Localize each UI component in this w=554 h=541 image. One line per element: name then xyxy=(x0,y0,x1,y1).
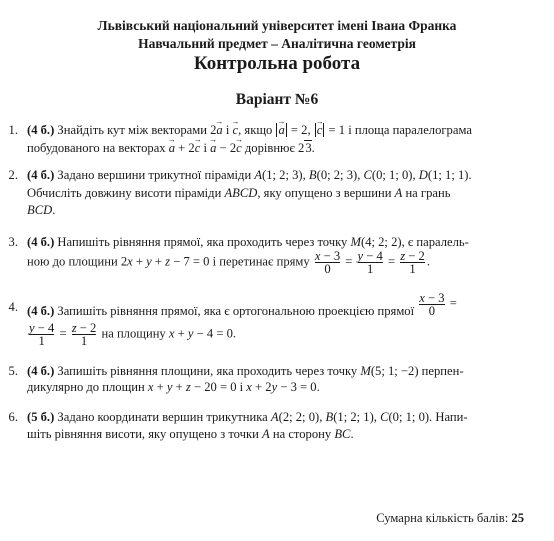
problem-text: Обчисліть довжину висоти піраміди ABCD, яку опущено з вершини A на грань xyxy=(27,186,451,200)
university-name: Львівський національний університет імені Івана Франка xyxy=(97,18,457,33)
problem-number: 6. xyxy=(8,410,18,424)
problem-points: (5 б.) xyxy=(27,410,55,424)
problem-points: (4 б.) xyxy=(27,123,55,137)
problem-text: (4 б.) Знайдіть кут між векторами 2→ a і → c, якщо → a = 2, → c = 1 і площа паралелограма xyxy=(27,123,472,138)
problem-number: 4. xyxy=(8,300,18,314)
problem-text: шіть рівняння висоти, яку опущено з точки A на сторону BC. xyxy=(27,427,354,441)
problem-points: (4 б.) xyxy=(27,364,55,378)
problem-text: (5 б.) Задано координати вершин трикутника A(2; 2; 0), B(1; 2; 1), C(0; 1; 0). Напи- xyxy=(27,410,468,424)
document-title: Контрольна робота xyxy=(193,53,361,74)
problem-points: (4 б.) xyxy=(27,304,55,319)
problem-text: BCD. xyxy=(27,203,56,217)
total-label: Сумарна кількість балів: xyxy=(376,511,509,525)
problem-text: (4 б.) Запишіть рівняння прямої, яка є ортогональною проекцією прямої $\frac{x - 3}{0}$ = xyxy=(27,291,457,319)
problem-text: (4 б.) Запишіть рівняння площини, яка проходить через точку M(5; 1; −2) перпен- xyxy=(27,364,464,378)
problem-number: 1. xyxy=(8,123,18,137)
total-value: 25 xyxy=(511,511,524,525)
problem-text: дикулярно до площин x + y + z − 20 = 0 і x + 2y − 3 = 0. xyxy=(27,380,320,394)
variant-label: Варіант №6 xyxy=(235,91,319,108)
problem-number: 5. xyxy=(8,364,18,378)
problem-text: $\frac{y - 4}{1}$ = $\frac{z - 2}{1}$ на площину x + y − 4 = 0. xyxy=(29,321,237,348)
problem-text: (4 б.) Напишіть рівняння прямої, яка проходить через точку M(4; 2; 2), є паралель- xyxy=(27,235,469,249)
problem-points: (4 б.) xyxy=(27,168,55,182)
problem-text: (4 б.) Задано вершини трикутної піраміди A(1; 2; 3), B(0; 2; 3), C(0; 1; 0), D(1; 1; 1). xyxy=(27,168,472,182)
subject-line: Навчальний предмет – Аналітична геометрія xyxy=(138,36,416,51)
problem-text: побудованого на векторах → a + 2→ c і → a − 2→ c дорівнює 23. xyxy=(27,141,315,156)
total-points xyxy=(376,511,524,526)
problem-number: 2. xyxy=(8,168,18,182)
problem-points: (4 б.) xyxy=(27,235,55,249)
problem-text: ною до площини 2x + y + z − 7 = 0 і перетинає пряму $\frac{x - 3}{0}$ = $\frac{y - 4}{1}$ = $\frac{z - 2}{1}$ . xyxy=(27,249,430,276)
problem-number: 3. xyxy=(8,235,18,249)
